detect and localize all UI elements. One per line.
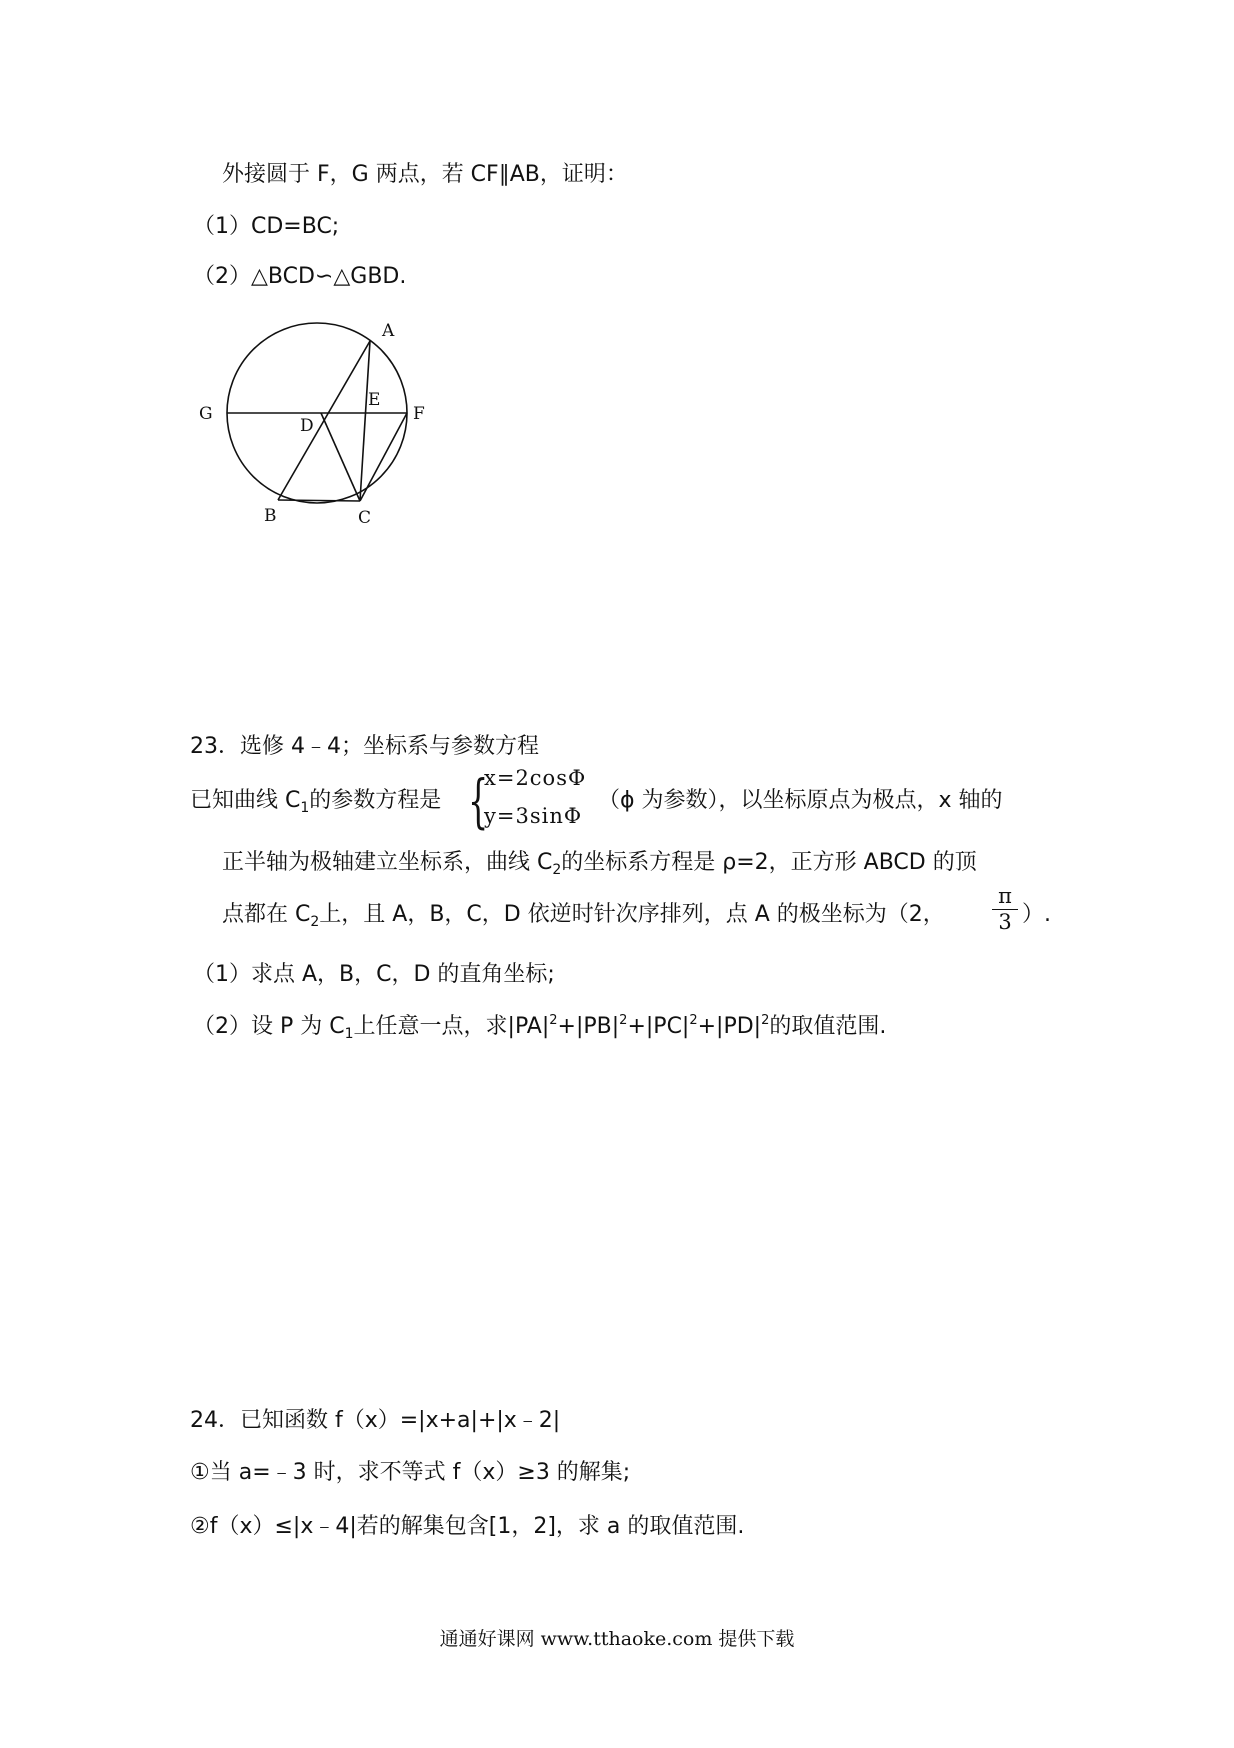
q23-line1-tail: （ϕ 为参数），以坐标原点为极点，x 轴的 <box>598 788 1003 813</box>
fraction-denominator: 3 <box>998 910 1012 934</box>
param-eq-x: x=2cosΦ <box>484 766 587 790</box>
q22-intro-line: 外接圆于 F，G 两点，若 CF∥AB，证明： <box>222 162 628 187</box>
label-G: G <box>199 404 213 424</box>
q22-part2: （2）△BCD∽△GBD. <box>193 264 407 289</box>
label-D: D <box>300 416 314 436</box>
segment-AC <box>360 341 370 501</box>
q24-title: 24．已知函数 f（x）=|x+a|+|x﹣2| <box>190 1408 561 1433</box>
q22-part1: （1）CD=BC; <box>193 214 340 239</box>
label-A: A <box>382 321 395 341</box>
q23-part1: （1）求点 A，B，C，D 的直角坐标; <box>193 962 555 987</box>
q23-line3: 点都在 $C_2$上，且 A，B，C，D 依逆时针次序排列，点 A 的极坐标为（2， <box>222 902 945 930</box>
page-footer: 通通好课网 www.tthaoke.com 提供下载 <box>439 1628 795 1650</box>
geometry-figure <box>190 300 450 540</box>
fraction-pi-over-3 <box>990 884 1020 934</box>
label-E: E <box>368 390 381 410</box>
piecewise-brace: { <box>468 767 489 835</box>
q23-line1-lead: 已知曲线 $C_1$的参数方程是 <box>190 788 442 816</box>
segment-BC <box>278 500 360 501</box>
fraction-numerator: π <box>998 884 1012 908</box>
q23-title: 23．选修 4﹣4；坐标系与参数方程 <box>190 734 539 759</box>
label-F: F <box>413 404 425 424</box>
q23-line2: 正半轴为极轴建立坐标系，曲线 $C_2$的坐标系方程是 ρ=2，正方形 ABCD 的顶 <box>222 850 977 878</box>
label-C: C <box>358 508 372 528</box>
q24-part2: ②f（x）≤|x﹣4|若的解集包含[1，2]，求 a 的取值范围. <box>190 1514 745 1539</box>
q24-part1: ①当 a=﹣3 时，求不等式 f（x）≥3 的解集; <box>190 1460 631 1485</box>
q23-line3-end: ）. <box>1022 902 1051 927</box>
segment-DC <box>321 413 360 501</box>
segment-CF <box>360 413 407 501</box>
q23-part2: （2）设 P 为 $C_1$上任意一点，求$|PA|^2+|PB|^2+|PC|^2+|PD|^2$的取值范围. <box>193 1013 887 1042</box>
label-B: B <box>264 506 277 526</box>
param-eq-y: y=3sinΦ <box>484 804 583 828</box>
